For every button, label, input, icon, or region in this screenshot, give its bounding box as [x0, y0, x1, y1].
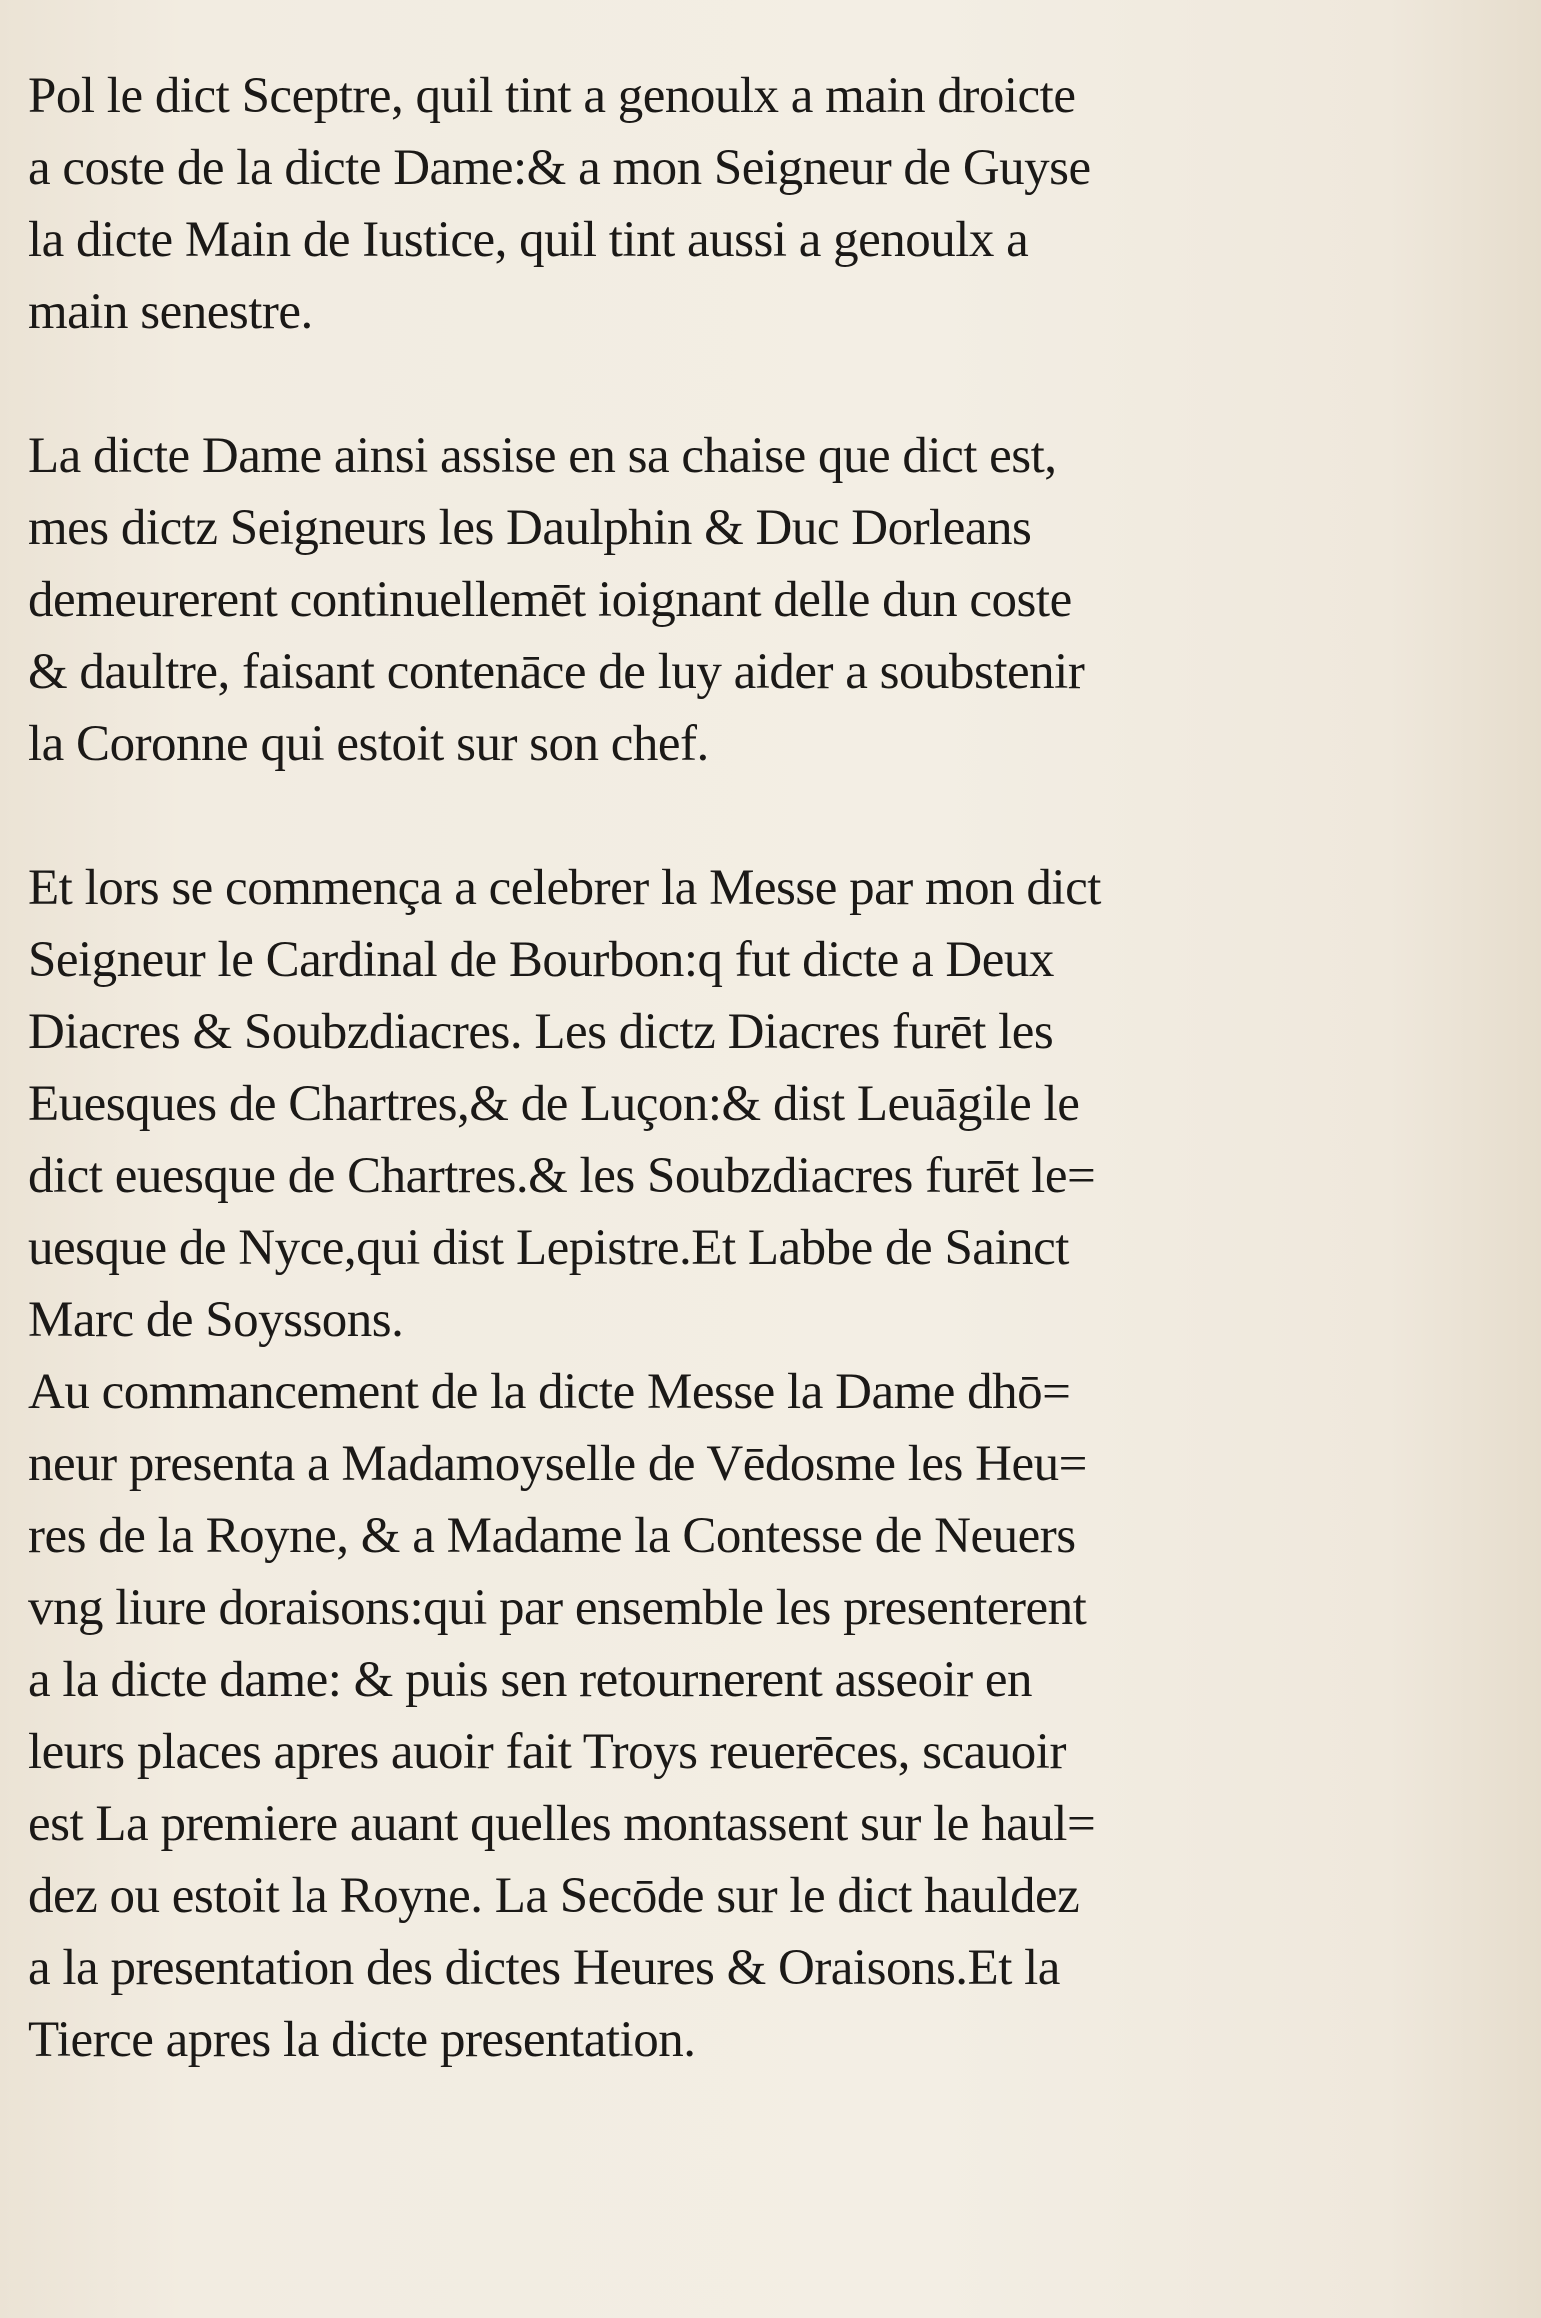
text-line: a coste de la dicte Dame:& a mon Seigneur de Guyse [28, 140, 1091, 196]
text-line: Diacres & Soubzdiacres. Les dictz Diacres furēt les [28, 1004, 1054, 1060]
text-line: a la dicte dame: & puis sen retournerent asseoir en [28, 1652, 1033, 1708]
text-line: dez ou estoit la Royne. La Secōde sur le dict hauldez [28, 1868, 1080, 1924]
text-line: Et lors se commença a celebrer la Messe par mon dict [28, 860, 1101, 916]
text-line: Seigneur le Cardinal de Bourbon:q fut dicte a Deux [28, 932, 1054, 988]
paragraph-3 [28, 852, 1228, 1356]
text-line: main senestre. [28, 284, 313, 340]
text-line: dict euesque de Chartres.& les Soubzdiacres furēt le= [28, 1148, 1096, 1204]
paragraph-1 [28, 60, 1228, 348]
text-line: a la presentation des dictes Heures & Oraisons.Et la [28, 1940, 1060, 1996]
text-line: La dicte Dame ainsi assise en sa chaise que dict est, [28, 428, 1057, 484]
text-line: leurs places apres auoir fait Troys reuerēces, scauoir [28, 1724, 1066, 1780]
text-line: neur presenta a Madamoyselle de Vēdosme les Heu= [28, 1436, 1087, 1492]
text-line: demeurerent continuellemēt ioignant delle dun coste [28, 572, 1072, 628]
text-line: est La premiere auant quelles montassent sur le haul= [28, 1796, 1096, 1852]
text-line: la dicte Main de Iustice, quil tint aussi a genoulx a [28, 212, 1029, 268]
text-line: uesque de Nyce,qui dist Lepistre.Et Labbe de Sainct [28, 1220, 1069, 1276]
page-text [28, 60, 1228, 2076]
text-line: Euesques de Chartres,& de Luçon:& dist Leuāgile le [28, 1076, 1080, 1132]
text-line: mes dictz Seigneurs les Daulphin & Duc Dorleans [28, 500, 1032, 556]
text-line: & daultre, faisant contenāce de luy aider a soubstenir [28, 644, 1085, 700]
paragraph-4 [28, 1356, 1228, 2076]
text-line: vng liure doraisons:qui par ensemble les presenterent [28, 1580, 1087, 1636]
paragraph-2 [28, 420, 1228, 780]
text-line: Marc de Soyssons. [28, 1292, 404, 1348]
text-line: res de la Royne, & a Madame la Contesse de Neuers [28, 1508, 1076, 1564]
text-line: la Coronne qui estoit sur son chef. [28, 716, 709, 772]
text-line: Tierce apres la dicte presentation. [28, 2012, 696, 2068]
text-line: Pol le dict Sceptre, quil tint a genoulx a main droicte [28, 68, 1076, 124]
text-line: Au commancement de la dicte Messe la Dame dhō= [28, 1364, 1071, 1420]
